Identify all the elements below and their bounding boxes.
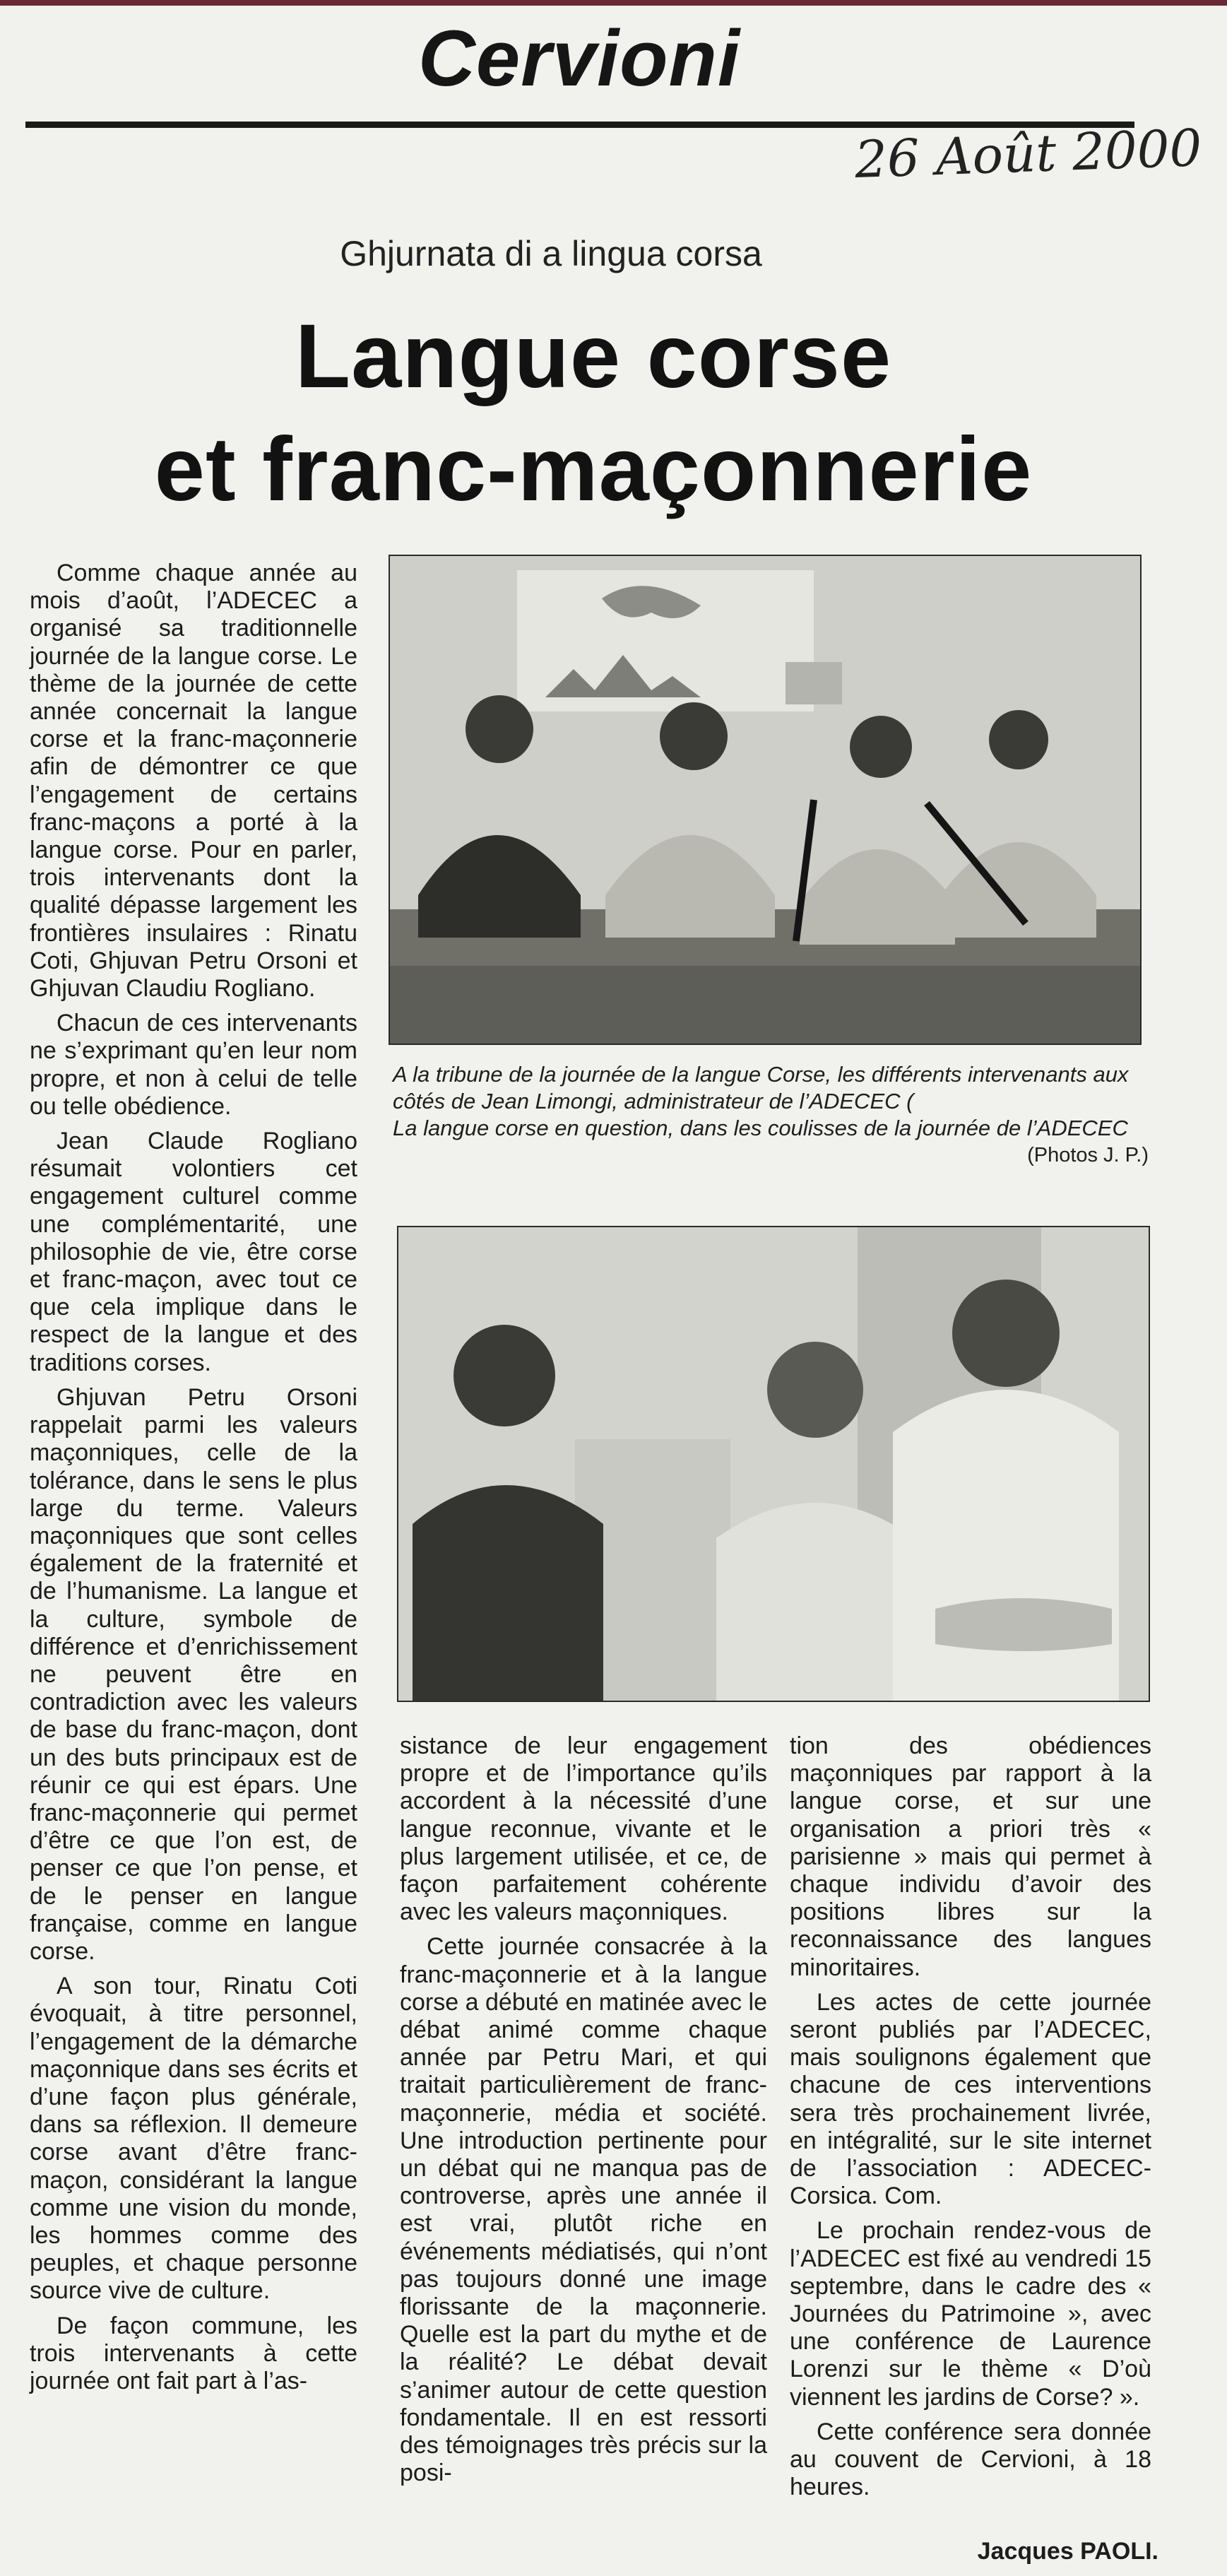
headline	[42, 300, 1144, 526]
col1-paragraph: Jean Claude Rogliano résumait volontiers cet engagement culturel comme une complémentarité, une philosophie de vie, être corse et franc-maçon, avec tout ce que cela implique dans le respect de la langue et des traditions corses.	[30, 1128, 357, 1376]
tribune-photo-illustration	[390, 556, 1140, 1044]
photo-credit: (Photos J. P.)	[1027, 1144, 1149, 1166]
handwritten-date: 26 Août 2000	[853, 117, 1203, 190]
masthead: Cervioni	[417, 14, 741, 102]
caption-line-1: A la tribune de la journée de la langue Corse, les différents intervenants aux côtés de Jean Limongi, administrateur de l’ADECEC (	[393, 1062, 1129, 1113]
coulisses-photo-illustration	[398, 1227, 1149, 1701]
col2-paragraph: Cette journée consacrée à la franc-maçonnerie et à la langue corse a débuté en matinée avec le débat animé comme chaque année par Petru Mari, et qui traitait particulièrement de franc-maçonnerie, média et société. Une introduction pertinente pour un débat qui ne manqua pas de controverse, après une année il est vrai, plutôt riche en événements médiatisés, qui n’ont pas toujours donné une image florissante de la maçonnerie. Quelle est la part du mythe et de la réalité? Le débat devait s’animer autour de cette question fondamentale. Il en est ressorti des témoignages très précis sur la posi-	[400, 1933, 767, 2487]
col1-paragraph: A son tour, Rinatu Coti évoquait, à titre personnel, l’engagement de la démarche maçonnique dans ses écrits et d’une façon plus générale, dans sa réflexion. Il demeure corse avant d’être franc-maçon, considérant la langue comme une vision du monde, les hommes comme des peuples, et chaque personne source vive de culture.	[30, 1973, 357, 2305]
headline-line-2: et franc-maçonnerie	[154, 419, 1033, 520]
col3-paragraph: Le prochain rendez-vous de l’ADECEC est fixé au vendredi 15 septembre, dans le cadre des « Journées du Patrimoine », avec une conférence de Laurence Lorenzi sur le thème « D’où viennent les jardins de Corse? ».	[790, 2217, 1151, 2411]
col3-paragraph: Les actes de cette journée seront publiés par l’ADECEC, mais soulignons également que chacune de ces interventions sera très prochainement livrée, en intégralité, sur le site internet de l’association : ADECEC-Corsica. Com.	[790, 1988, 1151, 2210]
author-signature: Jacques PAOLI.	[977, 2538, 1158, 2565]
col3-paragraph: Cette conférence sera donnée au couvent de Cervioni, à 18 heures.	[790, 2418, 1151, 2501]
col3-paragraph: tion des obédiences maçonniques par rapport à la langue corse, et sur une organisation a priori très « parisienne » mais qui permet à chaque individu d’avoir des positions libres sur la reconnaissance des langues minoritaires.	[790, 1732, 1151, 1981]
col1-paragraph: Ghjuvan Petru Orsoni rappelait parmi les valeurs maçonniques, celle de la tolérance, dans le sens le plus large du terme. Valeurs maçonniques que sont celles également de la fraternité et de l’humanisme. La langue et la culture, symbole de différence et d’enrichissement ne peuvent être en contradiction avec les valeurs de base du franc-maçon, dont un des buts principaux est de réunir ce qui est épars. Une franc-maçonnerie qui permet d’être ce que l’on est, de penser ce que l’on pense, et de le penser en langue française, comme en langue corse.	[30, 1383, 357, 1965]
kicker: Ghjurnata di a lingua corsa	[340, 234, 762, 273]
headline-line-1: Langue corse	[295, 306, 892, 407]
caption-line-2: La langue corse en question, dans les coulisses de la journée de l’ADECEC	[393, 1116, 1128, 1140]
photo-coulisses	[397, 1226, 1150, 1702]
article-column-1	[30, 560, 357, 2402]
article-column-3	[790, 1732, 1151, 2508]
photo-tribune	[389, 555, 1142, 1045]
col2-paragraph: sistance de leur engagement propre et de l’importance qu’ils accordent à la nécessité d’une langue reconnue, vivante et le plus largement utilisée, et ce, de façon parfaitement cohérente avec les valeurs maçonniques.	[400, 1732, 767, 1926]
col1-paragraph: De façon commune, les trois intervenants à cette journée ont fait part à l’as-	[30, 2312, 357, 2394]
article-column-2	[400, 1732, 767, 2494]
top-edge-band	[0, 0, 1227, 6]
col1-paragraph: Comme chaque année au mois d’août, l’ADECEC a organisé sa traditionnelle journée de la langue corse. Le thème de la journée de cette année concernait la langue corse et la franc-maçonnerie afin de démontrer ce que l’engagement de certains franc-maçons a porté à la langue corse. Pour en parler, trois intervenants dont la qualité dépasse largement les frontières insulaires : Rinatu Coti, Ghjuvan Petru Orsoni et Ghjuvan Claudiu Rogliano.	[30, 560, 357, 1003]
photo-caption	[393, 1061, 1149, 1169]
col1-paragraph: Chacun de ces intervenants ne s’exprimant qu’en leur nom propre, et non à celui de telle ou telle obédience.	[30, 1010, 357, 1120]
